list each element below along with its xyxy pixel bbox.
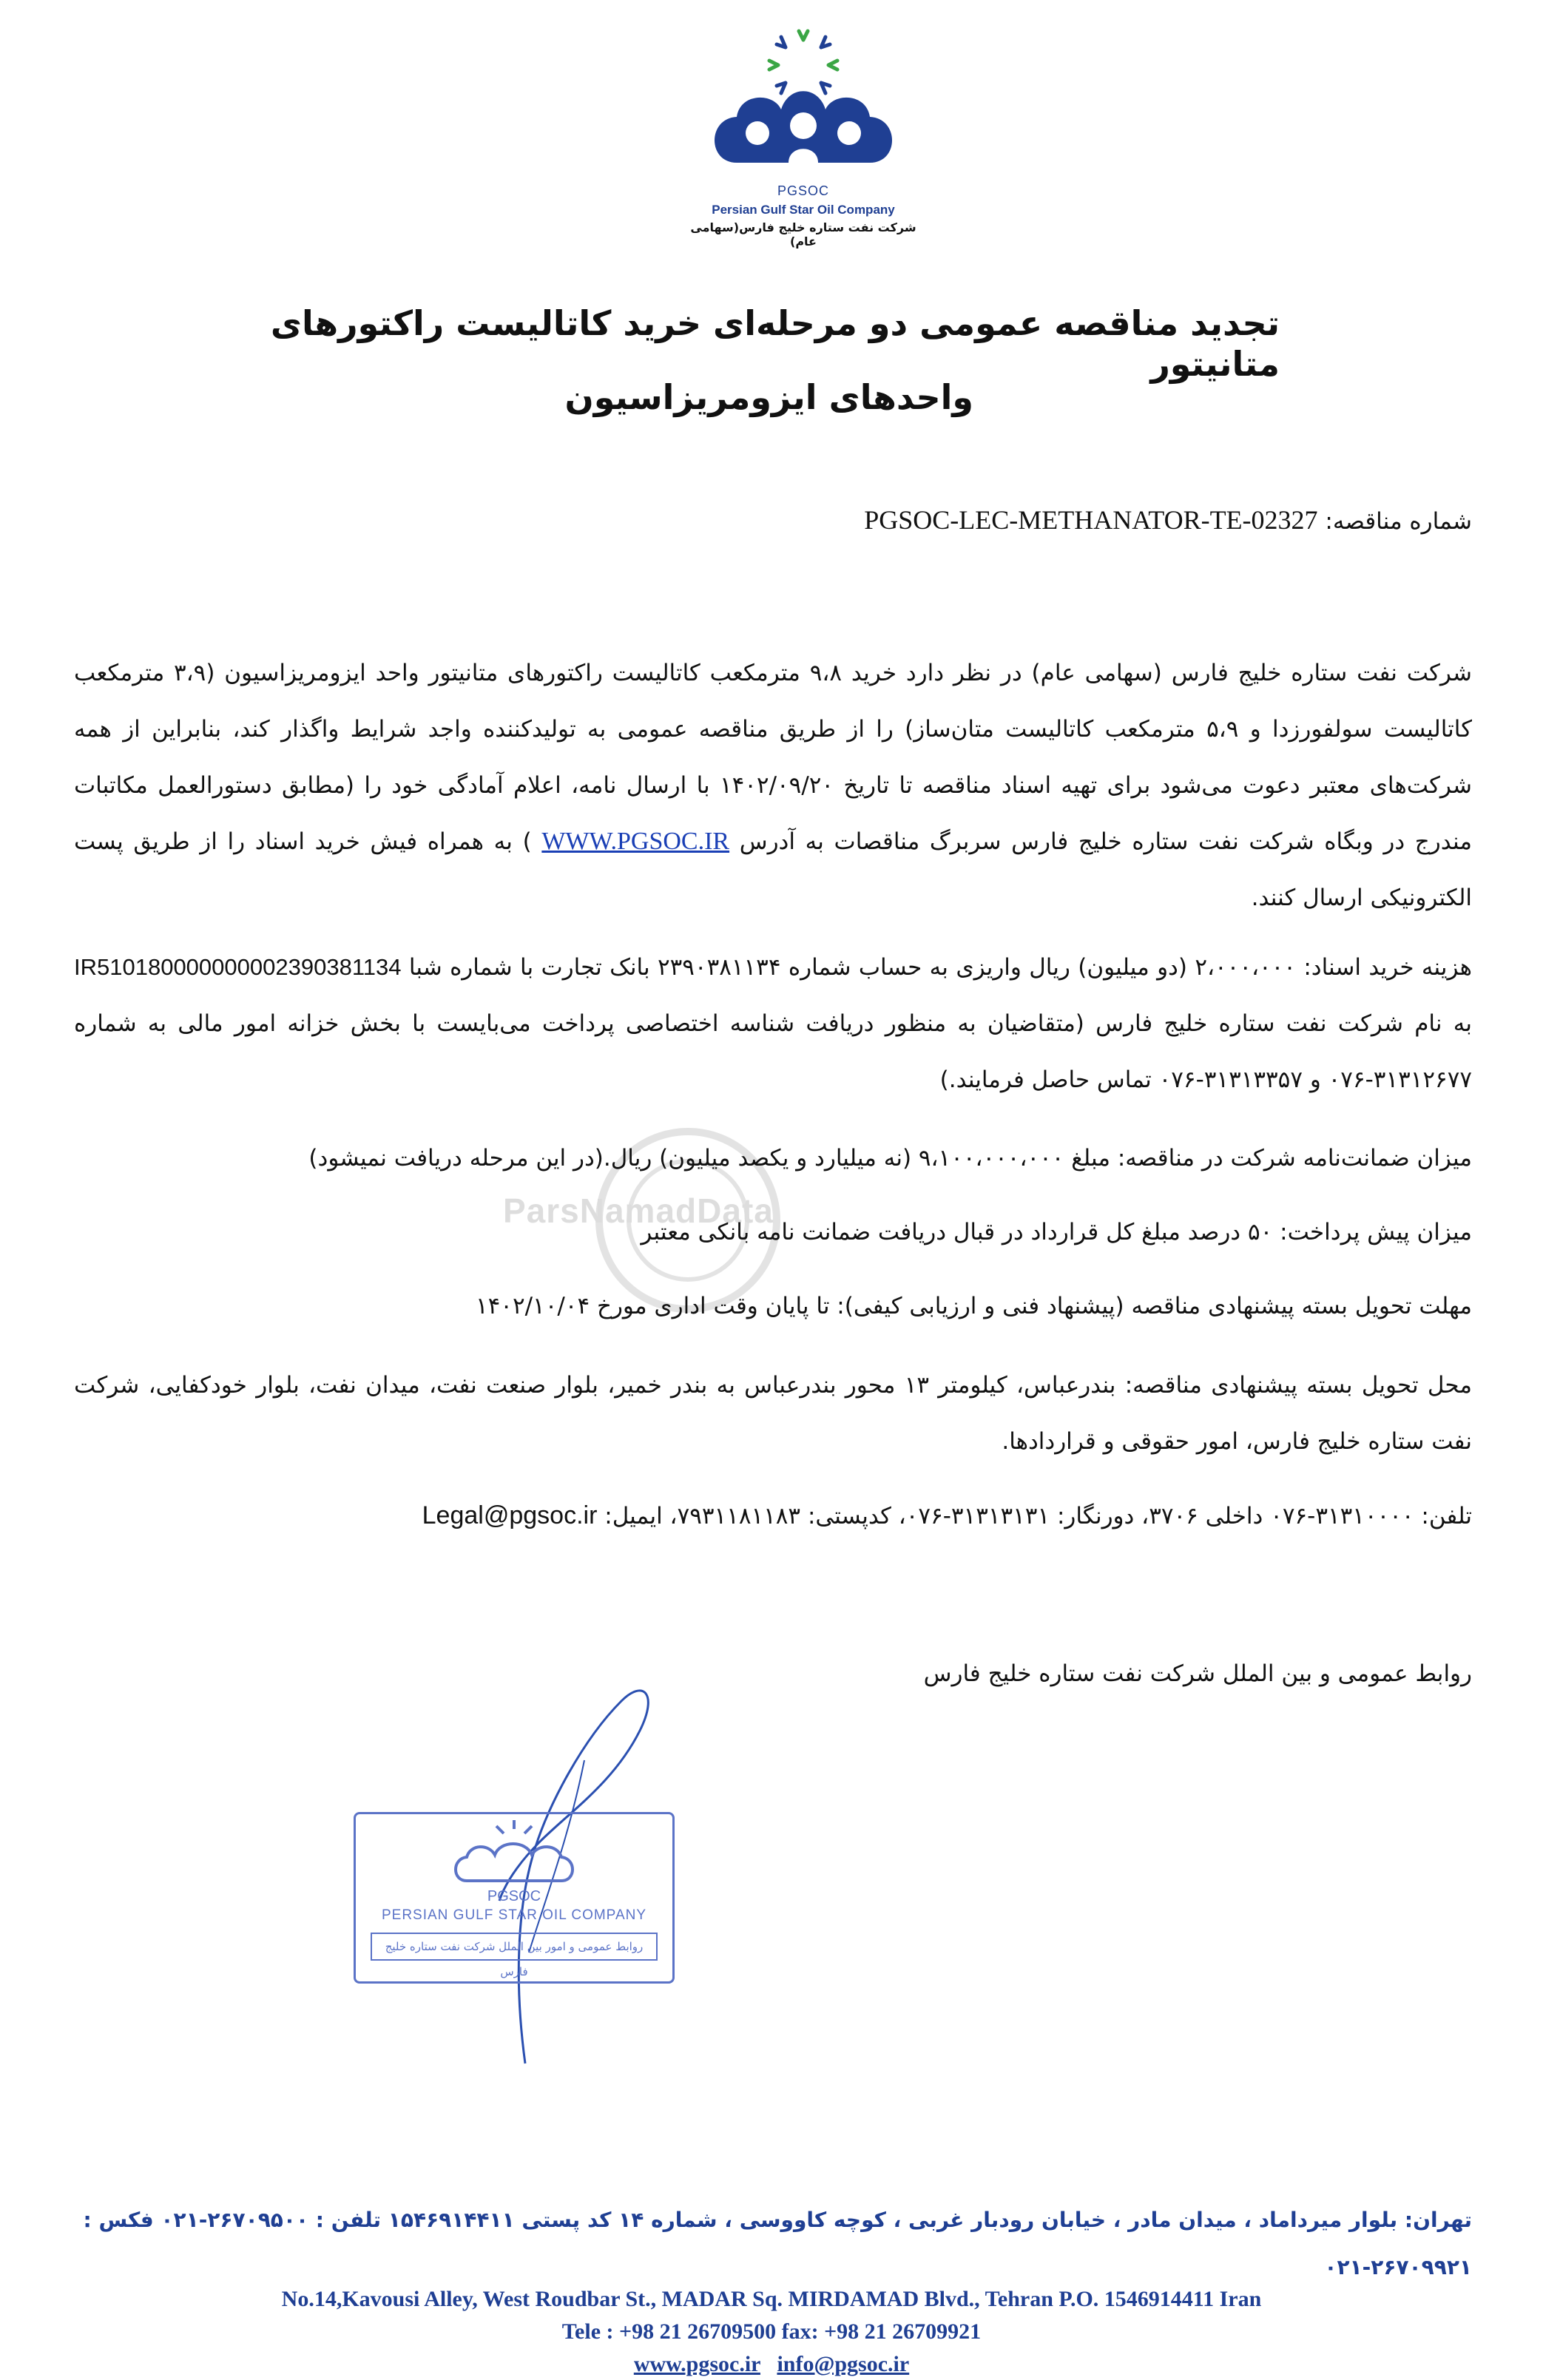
signatory-department: روابط عمومی و بین الملل شرکت نفت ستاره خلیج فارس <box>923 1660 1472 1687</box>
document-title-line-2: واحدهای ایزومریزاسیون <box>564 377 973 417</box>
tender-number-label: شماره مناقصه: <box>1325 508 1472 535</box>
logo-english-name: Persian Gulf Star Oil Company <box>712 203 895 217</box>
logo-persian-name: شرکت نفت ستاره خلیج فارس(سهامی عام) <box>690 220 916 249</box>
footer-links <box>0 2352 1543 2377</box>
logo-emblem-icon <box>678 22 929 181</box>
company-logo <box>678 22 929 249</box>
footer-address-english: No.14,Kavousi Alley, West Roudbar St., MADAR Sq. MIRDAMAD Blvd., Tehran P.O. 1546914411 Iran <box>281 2287 1262 2311</box>
logo-abbreviation: PGSOC <box>777 183 829 198</box>
footer-website-link[interactable]: www.pgsoc.ir <box>633 2352 760 2376</box>
contact-email[interactable]: Legal@pgsoc.ir <box>422 1501 598 1529</box>
tender-number: PGSOC-LEC-METHANATOR-TE-02327 <box>864 505 1318 535</box>
fee-text-end: به نام شرکت نفت ستاره خلیج فارس (متقاضیان به منظور دریافت شناسه اختصاصی پرداخت می‌بایست با بخش خزانه امور مالی به شماره ۳۱۳۱۲۶۷۷-۰۷۶ و ۳۱۳۱۳۳۵۷-۰۷۶ تماس حاصل فرمایند.) <box>74 1010 1472 1093</box>
footer-email-link[interactable]: info@pgsoc.ir <box>777 2352 910 2376</box>
document-title-line-1: تجدید مناقصه عمومی دو مرحله‌ای خرید کاتالیست راکتورهای متانیتور <box>270 303 1280 385</box>
tender-number-row <box>864 504 1472 535</box>
intro-text-end: ) به همراه فیش خرید اسناد را از طریق پست الکترونیکی ارسال کنند. <box>74 828 1472 911</box>
guarantee-line: میزان ضمانت‌نامه شرکت در مناقصه: مبلغ ۹،۱۰۰،۰۰۰،۰۰۰ (نه میلیارد و یکصد میلیون) ریال.(در این مرحله دریافت نمیشود) <box>308 1145 1472 1172</box>
document-fee-paragraph <box>74 939 1472 1108</box>
intro-paragraph <box>74 645 1472 926</box>
stamp-frame <box>354 1812 675 1984</box>
intro-text: شرکت نفت ستاره خلیج فارس (سهامی عام) در نظر دارد خرید ۹،۸ مترمکعب کاتالیست راکتورهای متانیتور واحد ایزومریزاسیون (۳،۹ مترمکعب کاتالیست سولفورزدا و ۵،۹ مترمکعب کاتالیست متان‌ساز) را از طریق مناقصه عمومی به تولیدکننده واجد شرایط واگذار کند، بنابراین از همه شرکت‌های معتبر دعوت می‌شود برای تهیه اسناد مناقصه تا تاریخ ۱۴۰۲/۰۹/۲۰ با ارسال نامه، اعلام آمادگی خود را (مطابق دستورالعمل مکاتبات مندرج در وبگاه شرکت نفت ستاره خلیج فارس سربرگ مناقصات به آدرس <box>74 660 1472 855</box>
website-link[interactable]: WWW.PGSOC.IR <box>541 828 730 855</box>
deadline-line: مهلت تحویل بسته پیشنهادی مناقصه (پیشنهاد فنی و ارزیابی کیفی): تا پایان وقت اداری مورخ ۱۴۰۲/۱۰/۰۴ <box>476 1293 1472 1319</box>
fee-text: هزینه خرید اسناد: ۲،۰۰۰،۰۰۰ (دو میلیون) ریال واریزی به حساب شماره ۲۳۹۰۳۸۱۱۳۴ بانک تجارت با شماره شبا <box>408 954 1472 981</box>
stamp-english-name: PERSIAN GULF STAR OIL COMPANY <box>381 1907 647 1923</box>
watermark-text: ParsNamadData <box>503 1191 774 1230</box>
contact-line <box>422 1501 1472 1530</box>
contact-text: تلفن: ۳۱۳۱۰۰۰۰-۰۷۶ داخلی ۳۷۰۶، دورنگار: ۳۱۳۱۳۱۳۱-۰۷۶، کدپستی: ۷۹۳۱۱۸۱۱۸۳، ایمیل: <box>604 1503 1472 1529</box>
footer-phones: Tele : +98 21 26709500 fax: +98 21 26709921 <box>561 2319 982 2344</box>
footer-address-persian: تهران: بلوار میرداماد ، میدان مادر ، خیابان رودبار غربی ، کوچه کاووسی ، شماره ۱۴ کد پستی ۱۵۴۶۹۱۴۴۱۱ تلفن : ۲۶۷۰۹۵۰۰-۰۲۱ فکس : ۲۶۷۰۹۹۲۱-۰۲۱ <box>83 2208 1472 2279</box>
delivery-location-paragraph: محل تحویل بسته پیشنهادی مناقصه: بندرعباس، کیلومتر ۱۳ محور بندرعباس به بندر خمیر، بلوار صنعت نفت، میدان نفت، بلوار خودکفایی، شرکت نفت ستاره خلیج فارس، امور حقوقی و قراردادها. <box>74 1372 1473 1455</box>
iban-number: IR510180000000002390381134 <box>74 954 402 980</box>
stamp-logo-icon <box>356 1814 672 1888</box>
company-stamp <box>348 1671 688 2071</box>
prepayment-line: میزان پیش پرداخت: ۵۰ درصد مبلغ کل قرارداد در قبال دریافت ضمانت نامه بانکی معتبر <box>641 1219 1472 1245</box>
stamp-abbreviation: PGSOC <box>487 1888 541 1904</box>
stamp-persian-text: روابط عمومی و امور بین الملل شرکت نفت ستاره خلیج فارس <box>371 1933 658 1961</box>
